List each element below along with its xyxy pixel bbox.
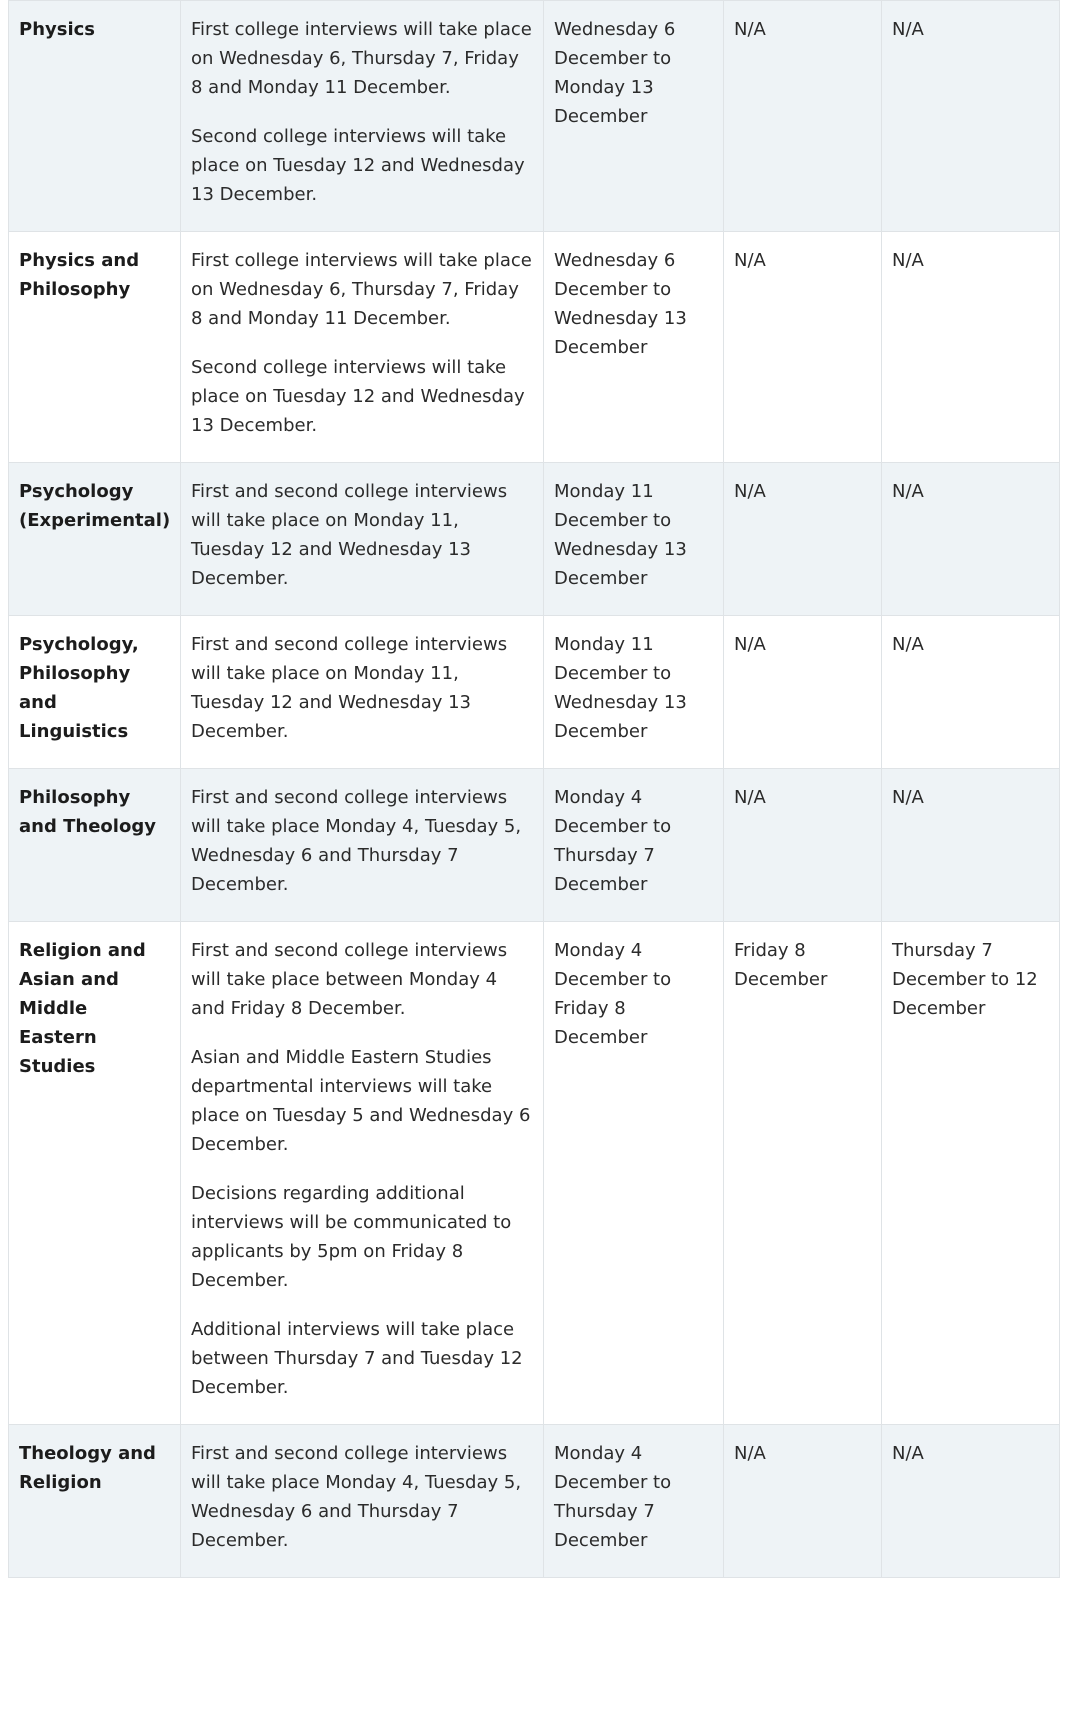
table-row <box>9 616 1060 769</box>
column-4-cell: N/A <box>724 463 882 616</box>
interview-paragraph: Asian and Middle Eastern Studies departmental interviews will take place on Tuesday 5 and Wednesday 6 December. <box>191 1047 531 1155</box>
interview-paragraph: First and second college interviews will take place between Monday 4 and Friday 8 December. <box>191 940 508 1019</box>
column-5-cell: N/A <box>882 463 1060 616</box>
interview-details-cell <box>181 463 544 616</box>
subject-cell: Philosophy and Theology <box>9 769 181 922</box>
column-5-cell: N/A <box>882 1425 1060 1578</box>
interview-details-cell <box>181 769 544 922</box>
interview-dates-cell: Monday 4 December to Thursday 7 December <box>544 769 724 922</box>
interview-paragraph: First college interviews will take place on Wednesday 6, Thursday 7, Friday 8 and Monday 11 December. <box>191 250 532 329</box>
interview-paragraph: Second college interviews will take place on Tuesday 12 and Wednesday 13 December. <box>191 357 525 436</box>
interview-details-cell <box>181 922 544 1425</box>
interview-dates-cell: Monday 11 December to Wednesday 13 December <box>544 616 724 769</box>
column-4-cell: N/A <box>724 1425 882 1578</box>
table-row <box>9 1 1060 232</box>
interview-paragraph: First and second college interviews will take place Monday 4, Tuesday 5, Wednesday 6 and Thursday 7 December. <box>191 1443 522 1551</box>
table-row <box>9 769 1060 922</box>
column-4-cell: N/A <box>724 769 882 922</box>
interview-paragraph: First and second college interviews will take place Monday 4, Tuesday 5, Wednesday 6 and Thursday 7 December. <box>191 787 522 895</box>
interview-dates-cell: Monday 4 December to Thursday 7 December <box>544 1425 724 1578</box>
subject-cell: Religion and Asian and Middle Eastern Studies <box>9 922 181 1425</box>
table-row <box>9 232 1060 463</box>
interview-paragraph: Additional interviews will take place between Thursday 7 and Tuesday 12 December. <box>191 1319 523 1398</box>
table-row <box>9 1425 1060 1578</box>
interview-dates-cell: Monday 11 December to Wednesday 13 December <box>544 463 724 616</box>
subject-cell: Physics <box>9 1 181 232</box>
interview-paragraph: First college interviews will take place on Wednesday 6, Thursday 7, Friday 8 and Monday 11 December. <box>191 19 532 98</box>
table-row <box>9 463 1060 616</box>
interview-dates-cell: Wednesday 6 December to Monday 13 December <box>544 1 724 232</box>
subject-cell: Psychology, Philosophy and Linguistics <box>9 616 181 769</box>
column-5-cell: N/A <box>882 1 1060 232</box>
column-5-cell: N/A <box>882 232 1060 463</box>
interview-dates-cell: Wednesday 6 December to Wednesday 13 December <box>544 232 724 463</box>
table-row <box>9 922 1060 1425</box>
column-4-cell: N/A <box>724 232 882 463</box>
interview-schedule-table <box>8 0 1060 1578</box>
column-5-cell: N/A <box>882 769 1060 922</box>
subject-cell: Physics and Philosophy <box>9 232 181 463</box>
interview-details-cell <box>181 232 544 463</box>
interview-details-cell <box>181 1425 544 1578</box>
interview-paragraph: First and second college interviews will take place on Monday 11, Tuesday 12 and Wednesday 13 December. <box>191 634 508 742</box>
interview-details-cell <box>181 616 544 769</box>
column-4-cell: N/A <box>724 616 882 769</box>
interview-paragraph: Second college interviews will take place on Tuesday 12 and Wednesday 13 December. <box>191 126 525 205</box>
subject-cell: Theology and Religion <box>9 1425 181 1578</box>
column-5-cell: Thursday 7 December to 12 December <box>882 922 1060 1425</box>
interview-paragraph: Decisions regarding additional interviews will be communicated to applicants by 5pm on Friday 8 December. <box>191 1183 512 1291</box>
column-5-cell: N/A <box>882 616 1060 769</box>
column-4-cell: N/A <box>724 1 882 232</box>
subject-cell: Psychology (Experimental) <box>9 463 181 616</box>
interview-details-cell <box>181 1 544 232</box>
column-4-cell: Friday 8 December <box>724 922 882 1425</box>
interview-dates-cell: Monday 4 December to Friday 8 December <box>544 922 724 1425</box>
interview-paragraph: First and second college interviews will take place on Monday 11, Tuesday 12 and Wednesday 13 December. <box>191 481 508 589</box>
